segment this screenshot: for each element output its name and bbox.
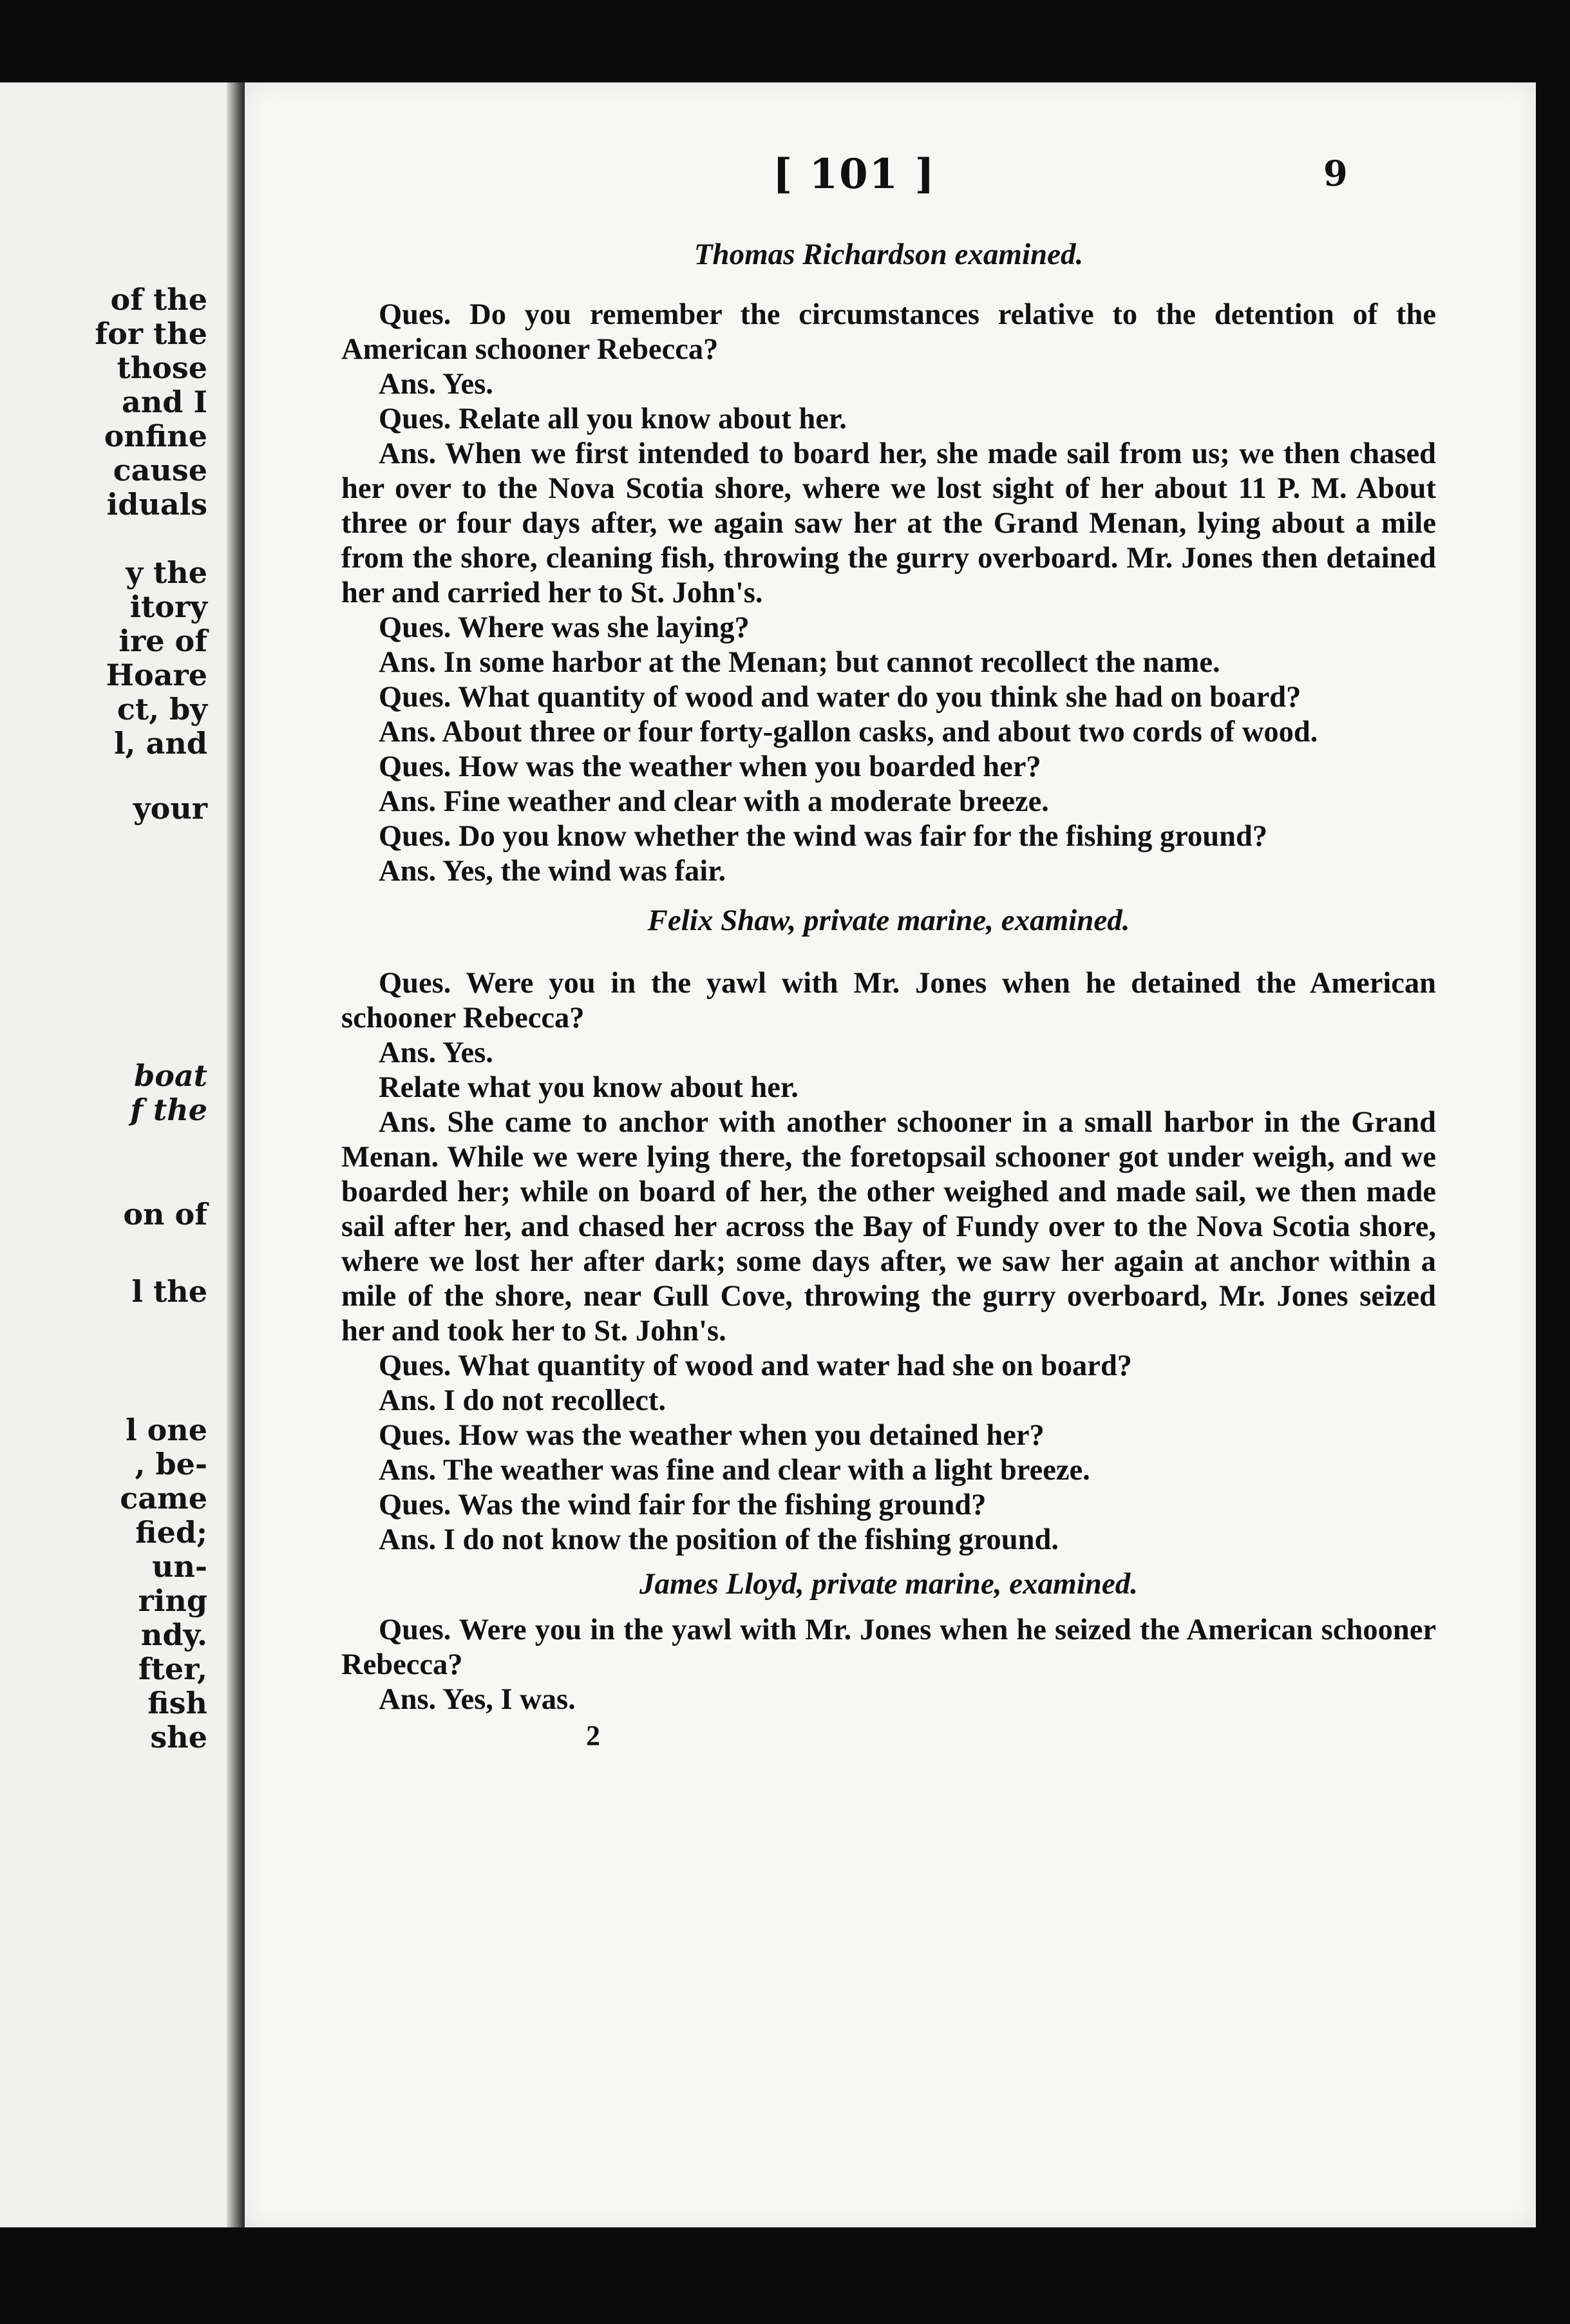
paragraph: Ques. Were you in the yawl with Mr. Jones when he seized the American schooner Rebecca? [341, 1614, 1436, 1681]
paragraph: Ques. Where was she laying? [379, 611, 750, 644]
paragraph: Ques. How was the weather when you detained her? [379, 1419, 1045, 1452]
paragraph: Ans. Yes. [379, 368, 493, 401]
left-page-text-fragment: she [150, 1720, 207, 1755]
section-heading-lloyd: James Lloyd, private marine, examined. [639, 1567, 1139, 1601]
left-page-text-fragment: onfine [104, 419, 207, 453]
left-page-text-fragment: iduals [106, 487, 207, 522]
paragraph: Relate what you know about her. [379, 1071, 799, 1104]
paragraph: Ques. Relate all you know about her. [379, 403, 847, 435]
page-number: [ 101 ] [773, 150, 936, 198]
paragraph: Ques. Was the wind fair for the fishing ground? [379, 1489, 987, 1521]
left-page-text-fragment: un- [152, 1549, 207, 1584]
paragraph: Ans. Yes, I was. [379, 1683, 576, 1716]
paragraph: Ques. Were you in the yawl with Mr. Jones when he detained the American schooner Rebecca? [341, 967, 1436, 1034]
left-page-text-fragment: ndy. [140, 1617, 207, 1652]
section-heading-shaw: Felix Shaw, private marine, examined. [647, 904, 1130, 937]
left-page-text-fragment: fied; [135, 1515, 207, 1550]
left-page-text-fragment: and I [122, 385, 207, 419]
left-page-text-fragment: y the [126, 555, 207, 590]
left-page-text-fragment: , be- [135, 1447, 207, 1481]
paragraph: Ans. The weather was fine and clear with a light breeze. [379, 1454, 1090, 1487]
section-heading-richardson: Thomas Richardson examined. [694, 238, 1084, 271]
left-page-text-fragment: cause [113, 453, 207, 488]
paragraph: Ques. How was the weather when you boarded her? [379, 750, 1041, 783]
paragraph: Ans. I do not recollect. [379, 1384, 667, 1417]
left-page-text-fragment: ct, by [117, 692, 207, 727]
document-page [245, 82, 1536, 2227]
left-page-text-fragment: ire of [118, 624, 207, 658]
left-page-text-fragment: ring [138, 1583, 207, 1618]
paragraph: Ans. Yes, the wind was fair. [379, 855, 726, 888]
paragraph: Ans. She came to anchor with another schooner in a small harbor in the Grand Menan. While we were lying there, the foretopsail schooner got under weigh, and we boarded her; while on board of her, the other weighed and made sail, we then made sail after her, and chased her across the Bay of Fundy over to the Nova Scotia shore, where we lost her after dark; some days after, we saw her again at anchor within a mile of the shore, near Gull Cove, throwing the gurry overboard, Mr. Jones seized her and took her to St. John's. [341, 1106, 1436, 1348]
paragraph: Ans. Fine weather and clear with a moderate breeze. [379, 785, 1049, 818]
left-page-text-fragment: itory [129, 589, 207, 624]
left-page-text-fragment: for the [95, 316, 207, 351]
paragraph: Ques. What quantity of wood and water had she on board? [379, 1349, 1133, 1382]
left-page-text-fragment: l, and [114, 726, 207, 761]
paragraph: Ques. Do you know whether the wind was fair for the fishing ground? [379, 820, 1268, 853]
paragraph: Ans. About three or four forty-gallon casks, and about two cords of wood. [379, 716, 1318, 748]
footer-signature: 2 [586, 1720, 600, 1751]
paragraph: Ans. Yes. [379, 1036, 493, 1069]
left-page-text-fragment: fish [147, 1686, 207, 1720]
page-body [341, 237, 1436, 1753]
paragraph: Ques. Do you remember the circumstances relative to the detention of the American schooner Rebecca? [341, 298, 1436, 366]
left-page-text-fragment: f the [130, 1092, 207, 1127]
signature-mark: 9 [1323, 153, 1348, 194]
left-page-text-fragment: Hoare [106, 658, 207, 692]
left-page-text-fragment: came [120, 1481, 207, 1516]
paragraph: Ans. In some harbor at the Menan; but cannot recollect the name. [379, 646, 1220, 679]
left-page-text-fragment: those [117, 350, 207, 385]
left-page-text-fragment: boat [134, 1058, 207, 1093]
page-header [245, 150, 1536, 202]
left-page-text-fragment: l one [126, 1413, 207, 1447]
left-page-text-fragment: of the [110, 282, 207, 317]
left-page-text-fragment: on of [123, 1197, 207, 1232]
left-page-text-fragment: fter, [138, 1652, 207, 1686]
paragraph: Ans. I do not know the position of the fishing ground. [379, 1523, 1059, 1556]
paragraph: Ques. What quantity of wood and water do you think she had on board? [379, 681, 1301, 714]
left-page-text-fragment: your [133, 791, 207, 826]
paragraph: Ans. When we first intended to board her, she made sail from us; we then chased her over to the Nova Scotia shore, where we lost sight of her about 11 P. M. About three or four days after, we again saw her at the Grand Menan, lying about a mile from the shore, cleaning fish, throwing the gurry overboard. Mr. Jones then detained her and carried her to St. John's. [341, 437, 1436, 609]
left-page-text-fragment: l the [131, 1274, 207, 1309]
left-page-fragment [0, 82, 240, 2227]
